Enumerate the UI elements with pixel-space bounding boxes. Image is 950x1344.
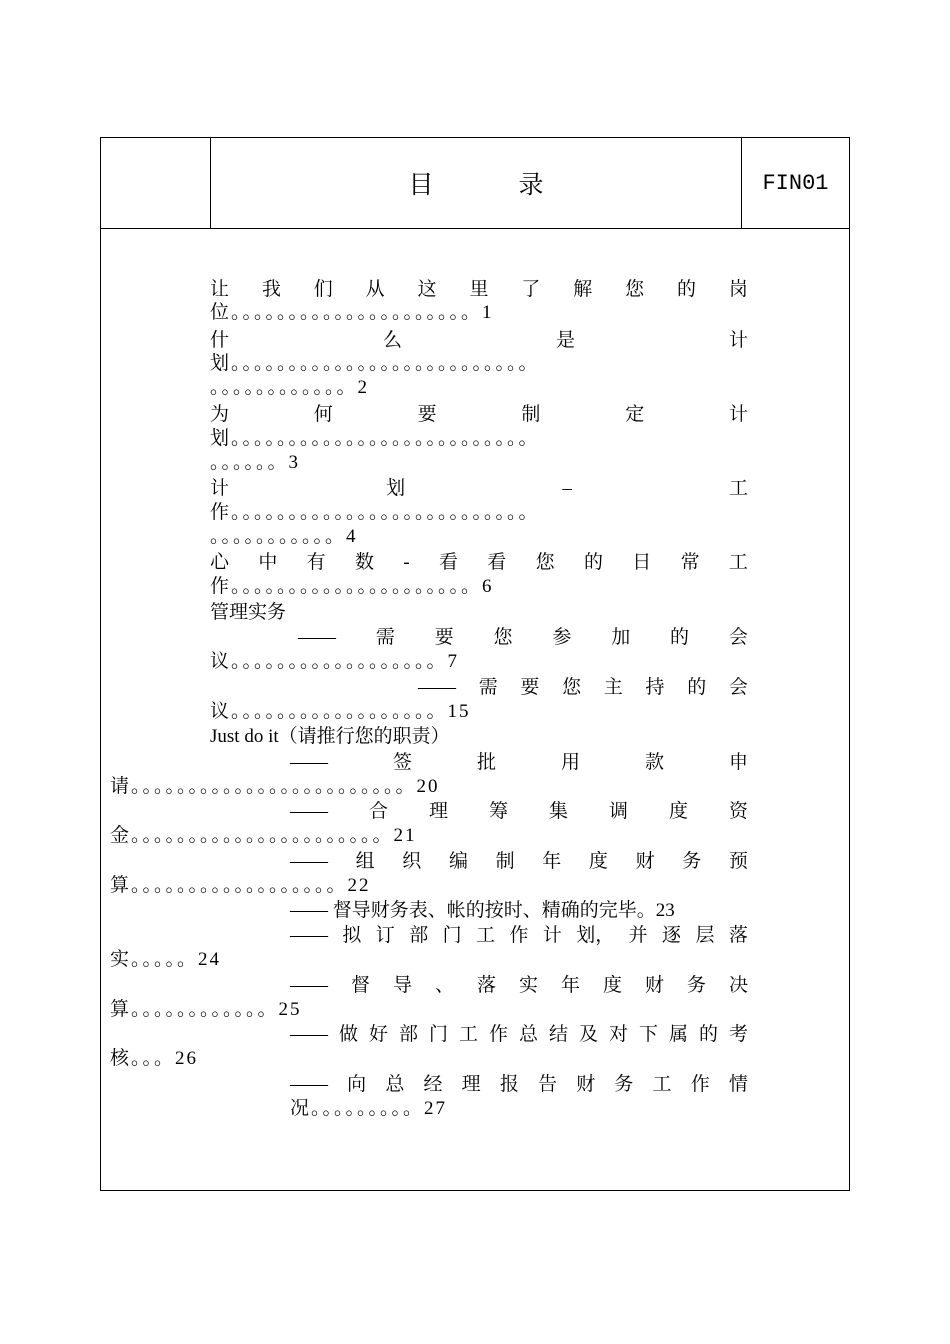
toc-line-5a-char: 中 <box>258 552 278 573</box>
toc-line-4a-char: 工 <box>728 478 748 499</box>
toc-line-15a-char: 导 <box>392 975 412 996</box>
toc-line-5a-char: 心 <box>210 552 230 573</box>
toc-line-12a <box>290 850 748 874</box>
toc-line-10a-char: 签 <box>392 752 412 773</box>
toc-line-7a-char: 加 <box>611 627 631 648</box>
toc-line-2a-char: 是 <box>555 330 575 351</box>
toc-line-15b: 算。。。。。。。。。。。。25 <box>110 999 302 1020</box>
toc-line-15a-char: 财 <box>644 975 664 996</box>
toc-line-11a-char: 资 <box>728 801 748 822</box>
toc-line-15a-char: —— <box>290 975 328 996</box>
toc-line-5a-char: 有 <box>306 552 326 573</box>
toc-line-10a-char: 用 <box>560 752 580 773</box>
toc-line-12a-char: 织 <box>402 851 422 872</box>
toc-line-2a-char: 计 <box>728 330 748 351</box>
document-code: FIN01 <box>762 170 829 196</box>
toc-line-14a <box>290 924 748 948</box>
toc-line-1a-char: 岗 <box>728 279 748 300</box>
toc-line-11a-char: 合 <box>368 801 388 822</box>
toc-line-9: Just do it（请推行您的职责） <box>210 726 450 747</box>
toc-line-12a-char: 财 <box>635 851 655 872</box>
toc-line-17a-char: 作 <box>690 1074 710 1095</box>
toc-line-11a-char: 集 <box>548 801 568 822</box>
toc-line-16a-char: 总 <box>518 1024 538 1045</box>
toc-line-12b: 算。。。。。。。。。。。。。。。。。。22 <box>110 875 371 896</box>
toc-line-8a-char: 您 <box>562 677 582 698</box>
toc-line-3a-char: 计 <box>728 404 748 425</box>
toc-line-3a-char: 制 <box>521 404 541 425</box>
toc-line-2a-char: 么 <box>382 330 402 351</box>
toc-line-5a-char: 看 <box>487 552 507 573</box>
toc-line-1a-char: 了 <box>521 279 541 300</box>
toc-line-3a-char: 为 <box>210 404 230 425</box>
toc-line-16a-char: 做 <box>338 1024 358 1045</box>
toc-line-17b: 况。。。。。。。。。27 <box>290 1098 448 1119</box>
toc-line-15a-char: 督 <box>350 975 370 996</box>
toc-line-17a-char: 财 <box>576 1074 596 1095</box>
toc-line-17a-char: 向 <box>347 1074 367 1095</box>
toc-line-5a-char: 数 <box>354 552 374 573</box>
toc-line-3a-char: 何 <box>313 404 333 425</box>
toc-line-10a-char: 批 <box>476 752 496 773</box>
toc-line-8b: 议。。。。。。。。。。。。。。。。。。15 <box>210 701 471 722</box>
toc-line-5a-char: 日 <box>632 552 652 573</box>
toc-line-1a <box>210 278 748 302</box>
toc-line-1a-char: 的 <box>677 279 697 300</box>
toc-line-14a-char: —— <box>290 925 328 946</box>
toc-line-16a-char: 及 <box>578 1024 598 1045</box>
toc-line-11a-char: 理 <box>428 801 448 822</box>
toc-line-1a-char: 解 <box>573 279 593 300</box>
header-row <box>101 138 849 229</box>
toc-line-12a-char: 务 <box>682 851 702 872</box>
toc-line-14a-char: 拟 <box>342 925 362 946</box>
toc-line-16a-char: 工 <box>458 1024 478 1045</box>
toc-line-7a-char: 会 <box>728 627 748 648</box>
toc-line-1b: 位。。。。。。。。。。。。。。。。。。。。。1 <box>210 302 494 323</box>
toc-line-14a-char: 逐 <box>662 925 682 946</box>
toc-line-15a-char: 、 <box>434 975 454 996</box>
toc-line-11a-char: 调 <box>608 801 628 822</box>
toc-line-16a-char: 对 <box>608 1024 628 1045</box>
toc-line-7a-char: 要 <box>434 627 454 648</box>
toc-line-2c: 。。。。。。。。。。。。2 <box>210 377 370 398</box>
toc-line-5a-char: - <box>403 552 410 573</box>
toc-line-3c: 。。。。。。3 <box>210 452 301 473</box>
toc-line-1a-char: 从 <box>365 279 385 300</box>
toc-line-11a-char: —— <box>290 801 328 822</box>
toc-line-8a-char: 会 <box>728 677 748 698</box>
toc-line-12a-char: —— <box>290 851 328 872</box>
toc-line-1a-char: 里 <box>469 279 489 300</box>
toc-line-12a-char: 编 <box>448 851 468 872</box>
toc-line-12a-char: 预 <box>728 851 748 872</box>
toc-line-1a-char: 您 <box>625 279 645 300</box>
toc-line-1a-char: 这 <box>417 279 437 300</box>
toc-line-10a <box>290 751 748 775</box>
toc-line-17a-char: —— <box>290 1074 328 1095</box>
toc-line-14a-char: 部 <box>409 925 429 946</box>
toc-line-16a-char: 结 <box>548 1024 568 1045</box>
toc-line-14a-char: 计 <box>542 925 562 946</box>
toc-line-7a-char: —— <box>298 627 336 648</box>
toc-line-10a-char: —— <box>290 752 328 773</box>
toc-line-1a-char: 我 <box>261 279 281 300</box>
toc-line-4c: 。。。。。。。。。。。4 <box>210 526 358 547</box>
toc-line-17a-char: 工 <box>652 1074 672 1095</box>
toc-line-4a-char: – <box>562 478 572 499</box>
toc-line-11a <box>290 800 748 824</box>
toc-line-5a <box>210 551 748 575</box>
toc-line-2a-char: 什 <box>210 330 230 351</box>
toc-line-8a-char: 要 <box>520 677 540 698</box>
toc-line-4a-char: 计 <box>210 478 230 499</box>
toc-line-7a-char: 您 <box>493 627 513 648</box>
toc-line-17a <box>290 1073 748 1097</box>
toc-line-7a-char: 参 <box>552 627 572 648</box>
toc-line-16a-char: 的 <box>698 1024 718 1045</box>
toc-line-17a-char: 告 <box>538 1074 558 1095</box>
toc-line-8a-char: 主 <box>603 677 623 698</box>
toc-line-11b: 金。。。。。。。。。。。。。。。。。。。。。。21 <box>110 825 417 846</box>
toc-line-8a <box>418 676 748 700</box>
toc-line-5b: 作。。。。。。。。。。。。。。。。。。。。。6 <box>210 576 494 597</box>
toc-line-16a-char: 属 <box>668 1024 688 1045</box>
toc-line-16a-char: 作 <box>488 1024 508 1045</box>
toc-line-11a-char: 度 <box>668 801 688 822</box>
toc-line-3a-char: 要 <box>417 404 437 425</box>
toc-line-7b: 议。。。。。。。。。。。。。。。。。。7 <box>210 651 460 672</box>
toc-line-16a-char: 部 <box>398 1024 418 1045</box>
toc-line-16a-char: 下 <box>638 1024 658 1045</box>
toc-line-15a-char: 实 <box>518 975 538 996</box>
toc-line-5a-char: 的 <box>583 552 603 573</box>
toc-line-14a-char: 层 <box>695 925 715 946</box>
toc-line-3a <box>210 403 748 427</box>
toc-line-14a-char: 并 <box>628 925 648 946</box>
toc-line-2b: 划。。。。。。。。。。。。。。。。。。。。。。。。。。 <box>210 353 540 374</box>
toc-line-17a-char: 务 <box>614 1074 634 1095</box>
toc-line-12a-char: 制 <box>495 851 515 872</box>
toc-line-4b: 作。。。。。。。。。。。。。。。。。。。。。。。。。。 <box>210 502 540 523</box>
toc-line-1a-char: 让 <box>210 279 230 300</box>
toc-line-16a-char: —— <box>290 1024 328 1045</box>
toc-line-8a-char: 需 <box>478 677 498 698</box>
toc-line-10b: 请。。。。。。。。。。。。。。。。。。。。。。。。20 <box>110 776 440 797</box>
toc-line-16a-char: 好 <box>368 1024 388 1045</box>
toc-line-10a-char: 款 <box>644 752 664 773</box>
toc-line-17a-char: 理 <box>461 1074 481 1095</box>
toc-line-6: 管理实务 <box>210 602 287 623</box>
toc-line-14a-char: 门 <box>442 925 462 946</box>
toc-line-3b: 划。。。。。。。。。。。。。。。。。。。。。。。。。。 <box>210 428 540 449</box>
toc-line-15a-char: 务 <box>686 975 706 996</box>
toc-line-12a-char: 度 <box>588 851 608 872</box>
toc-line-8a-char: 持 <box>645 677 665 698</box>
toc-line-16a-char: 考 <box>728 1024 748 1045</box>
toc-line-14a-char: 划， <box>576 925 615 946</box>
toc-line-4a-char: 划 <box>386 478 406 499</box>
toc-line-1a-char: 们 <box>313 279 333 300</box>
toc-line-2a <box>210 329 748 353</box>
toc-line-7a <box>298 626 748 650</box>
toc-line-16a-char: 门 <box>428 1024 448 1045</box>
toc-line-16b: 核。。。26 <box>110 1048 199 1069</box>
toc-line-10a-char: 申 <box>728 752 748 773</box>
toc-line-5a-char: 常 <box>680 552 700 573</box>
toc-line-17a-char: 报 <box>499 1074 519 1095</box>
toc-line-14a-char: 落 <box>728 925 748 946</box>
toc-line-7a-char: 的 <box>670 627 690 648</box>
toc-line-14a-char: 订 <box>375 925 395 946</box>
toc-line-15a-char: 度 <box>602 975 622 996</box>
toc-line-17a-char: 情 <box>728 1074 748 1095</box>
toc-line-11a-char: 筹 <box>488 801 508 822</box>
page-title: 目录 <box>408 170 629 199</box>
toc-line-14a-char: 作 <box>509 925 529 946</box>
toc-line-12a-char: 组 <box>355 851 375 872</box>
toc-line-5a-char: 工 <box>728 552 748 573</box>
toc-line-13: —— 督导财务表、帐的按时、精确的完毕。23 <box>290 900 675 921</box>
toc-line-14b: 实。。。。。24 <box>110 949 222 970</box>
toc-line-8a-char: —— <box>418 677 456 698</box>
toc-line-3a-char: 定 <box>625 404 645 425</box>
toc-line-12a-char: 年 <box>542 851 562 872</box>
toc-line-7a-char: 需 <box>375 627 395 648</box>
toc-line-4a <box>210 477 748 501</box>
toc-line-15a-char: 落 <box>476 975 496 996</box>
toc-line-5a-char: 看 <box>438 552 458 573</box>
toc-line-15a-char: 年 <box>560 975 580 996</box>
toc-line-5a-char: 您 <box>535 552 555 573</box>
toc-line-14a-char: 工 <box>476 925 496 946</box>
toc-line-15a-char: 决 <box>728 975 748 996</box>
toc-line-17a-char: 总 <box>385 1074 405 1095</box>
toc-line-17a-char: 经 <box>423 1074 443 1095</box>
toc-line-16a <box>290 1023 748 1047</box>
toc-line-15a <box>290 974 748 998</box>
toc-line-8a-char: 的 <box>687 677 707 698</box>
